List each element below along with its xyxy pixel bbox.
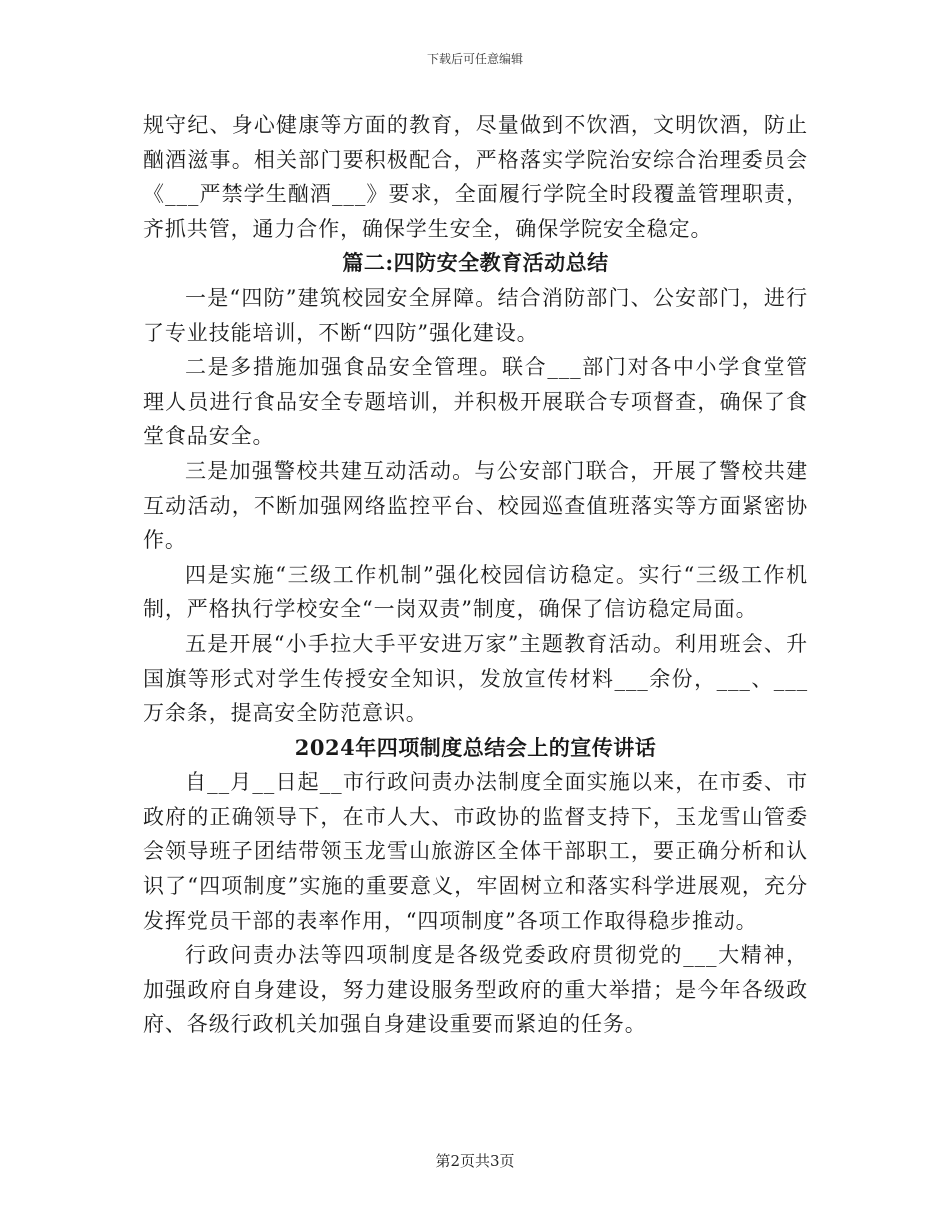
document-body [143,108,808,1042]
page-header: 下载后可任意编辑 [426,52,523,66]
section-title: 2024年四项制度总结会上的宣传讲话 [294,734,657,760]
paragraph: 四是实施“三级工作机制”强化校园信访稳定。实行“三级工作机制，严格执行学校安全“一岗双责”制度，确保了信访稳定局面。 [143,562,808,622]
paragraph: 五是开展“小手拉大手平安进万家”主题教育活动。利用班会、升国旗等形式对学生传授安全知识，发放宣传材料___余份，___、___万余条，提高安全防范意识。 [143,631,808,726]
paragraph: 行政问责办法等四项制度是各级党委政府贯彻党的___大精神，加强政府自身建设，努力建设服务型政府的重大举措；是今年各级政府、各级行政机关加强自身建设重要而紧迫的任务。 [143,943,808,1037]
paragraph: 自__月__日起__市行政问责办法制度全面实施以来，在市委、市政府的正确领导下，在市人大、市政协的监督支持下，玉龙雪山管委会领导班子团结带领玉龙雪山旅游区全体干部职工，要正确分析和认识了“四项制度”实施的重要意义，牢固树立和落实科学进展观，充分发挥党员干部的表率作用，“四项制度”各项工作取得稳步推动。 [143,770,808,933]
page-footer: 第2页共3页 [435,1152,515,1170]
paragraph: 规守纪、身心健康等方面的教育，尽量做到不饮酒，文明饮酒，防止酗酒滋事。相关部门要积极配合，严格落实学院治安综合治理委员会《___严禁学生酗酒___》要求，全面履行学院全时段覆盖管理职责，齐抓共管，通力合作，确保学生安全，确保学院安全稳定。 [143,113,808,241]
section-title: 篇二:四防安全教育活动总结 [342,250,609,276]
paragraph: 三是加强警校共建互动活动。与公安部门联合，开展了警校共建互动活动，不断加强网络监控平台、校园巡查值班落实等方面紧密协作。 [143,458,808,553]
paragraph: 二是多措施加强食品安全管理。联合___部门对各中小学食堂管理人员进行食品安全专题培训，并积极开展联合专项督查，确保了食堂食品安全。 [143,355,808,449]
paragraph: 一是“四防”建筑校园安全屏障。结合消防部门、公安部门，进行了专业技能培训，不断“四防”强化建设。 [143,285,808,345]
